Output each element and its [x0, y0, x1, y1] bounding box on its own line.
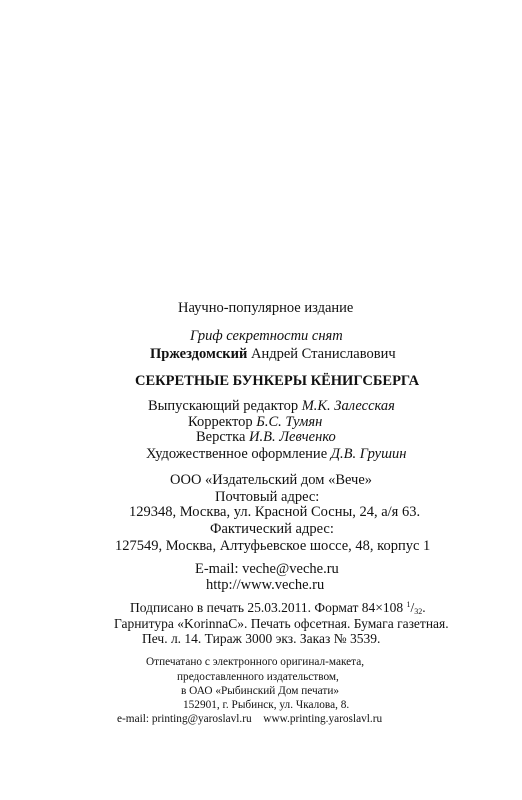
- credit-name: Д.В. Грушин: [330, 446, 407, 462]
- credit-editor: [148, 399, 395, 414]
- credit-role: Верстка: [196, 429, 246, 445]
- print-volume: Печ. л. 14. Тираж 3000 экз. Заказ № 3539.: [142, 631, 381, 646]
- author-surname: Пржездомский: [150, 346, 248, 362]
- secrecy-stamp-note: Гриф секретности снят: [190, 328, 343, 344]
- postal-address: 129348, Москва, ул. Красной Сосны, 24, а/я 63.: [129, 504, 421, 520]
- format-slash: /: [410, 600, 415, 615]
- actual-address-label: Фактический адрес:: [210, 521, 334, 537]
- print-font-paper: Гарнитура «KorinnaC». Печать офсетная. Бумага газетная.: [114, 616, 449, 631]
- publisher-email: E-mail: veche@veche.ru: [195, 561, 339, 577]
- credit-role: Корректор: [188, 414, 253, 430]
- printer-website: www.printing.yaroslavl.ru: [263, 713, 383, 725]
- format-numerator: 1: [406, 600, 411, 609]
- printer-email: e-mail: printing@yaroslavl.ru: [117, 713, 252, 725]
- credit-role: Выпускающий редактор: [148, 398, 299, 414]
- print-signed-format: [130, 601, 426, 616]
- credit-proofreader: [188, 415, 322, 430]
- print-signed: Подписано в печать 25.03.2011. Формат 84×108: [130, 600, 404, 615]
- author-line: [150, 347, 396, 362]
- format-denominator: 32: [414, 607, 423, 616]
- format-end: .: [422, 600, 426, 615]
- edition-type: Научно-популярное издание: [178, 300, 354, 316]
- publisher-name: ООО «Издательский дом «Вече»: [170, 472, 373, 488]
- credit-role: Художественное оформление: [146, 446, 328, 462]
- printer-line-3: в ОАО «Рыбинский Дом печати»: [181, 685, 340, 697]
- credit-name: Б.С. Тумян: [256, 414, 323, 430]
- credit-art-design: [146, 447, 406, 462]
- credit-name: И.В. Левченко: [249, 429, 336, 445]
- publisher-website: http://www.veche.ru: [206, 577, 325, 593]
- printer-contacts: [117, 714, 382, 725]
- printer-line-1: Отпечатано с электронного оригинал-макета,: [146, 656, 365, 668]
- printer-line-4: 152901, г. Рыбинск, ул. Чкалова, 8.: [183, 699, 350, 711]
- actual-address: 127549, Москва, Алтуфьевское шоссе, 48, корпус 1: [115, 538, 431, 554]
- credit-name: М.К. Залесская: [301, 398, 395, 414]
- printer-line-2: предоставленного издательством,: [177, 671, 339, 683]
- author-given-names: Андрей Станиславович: [250, 346, 396, 362]
- credit-layout: [196, 430, 336, 445]
- postal-address-label: Почтовый адрес:: [215, 489, 320, 505]
- book-title: СЕКРЕТНЫЕ БУНКЕРЫ КЁНИГСБЕРГА: [135, 373, 420, 389]
